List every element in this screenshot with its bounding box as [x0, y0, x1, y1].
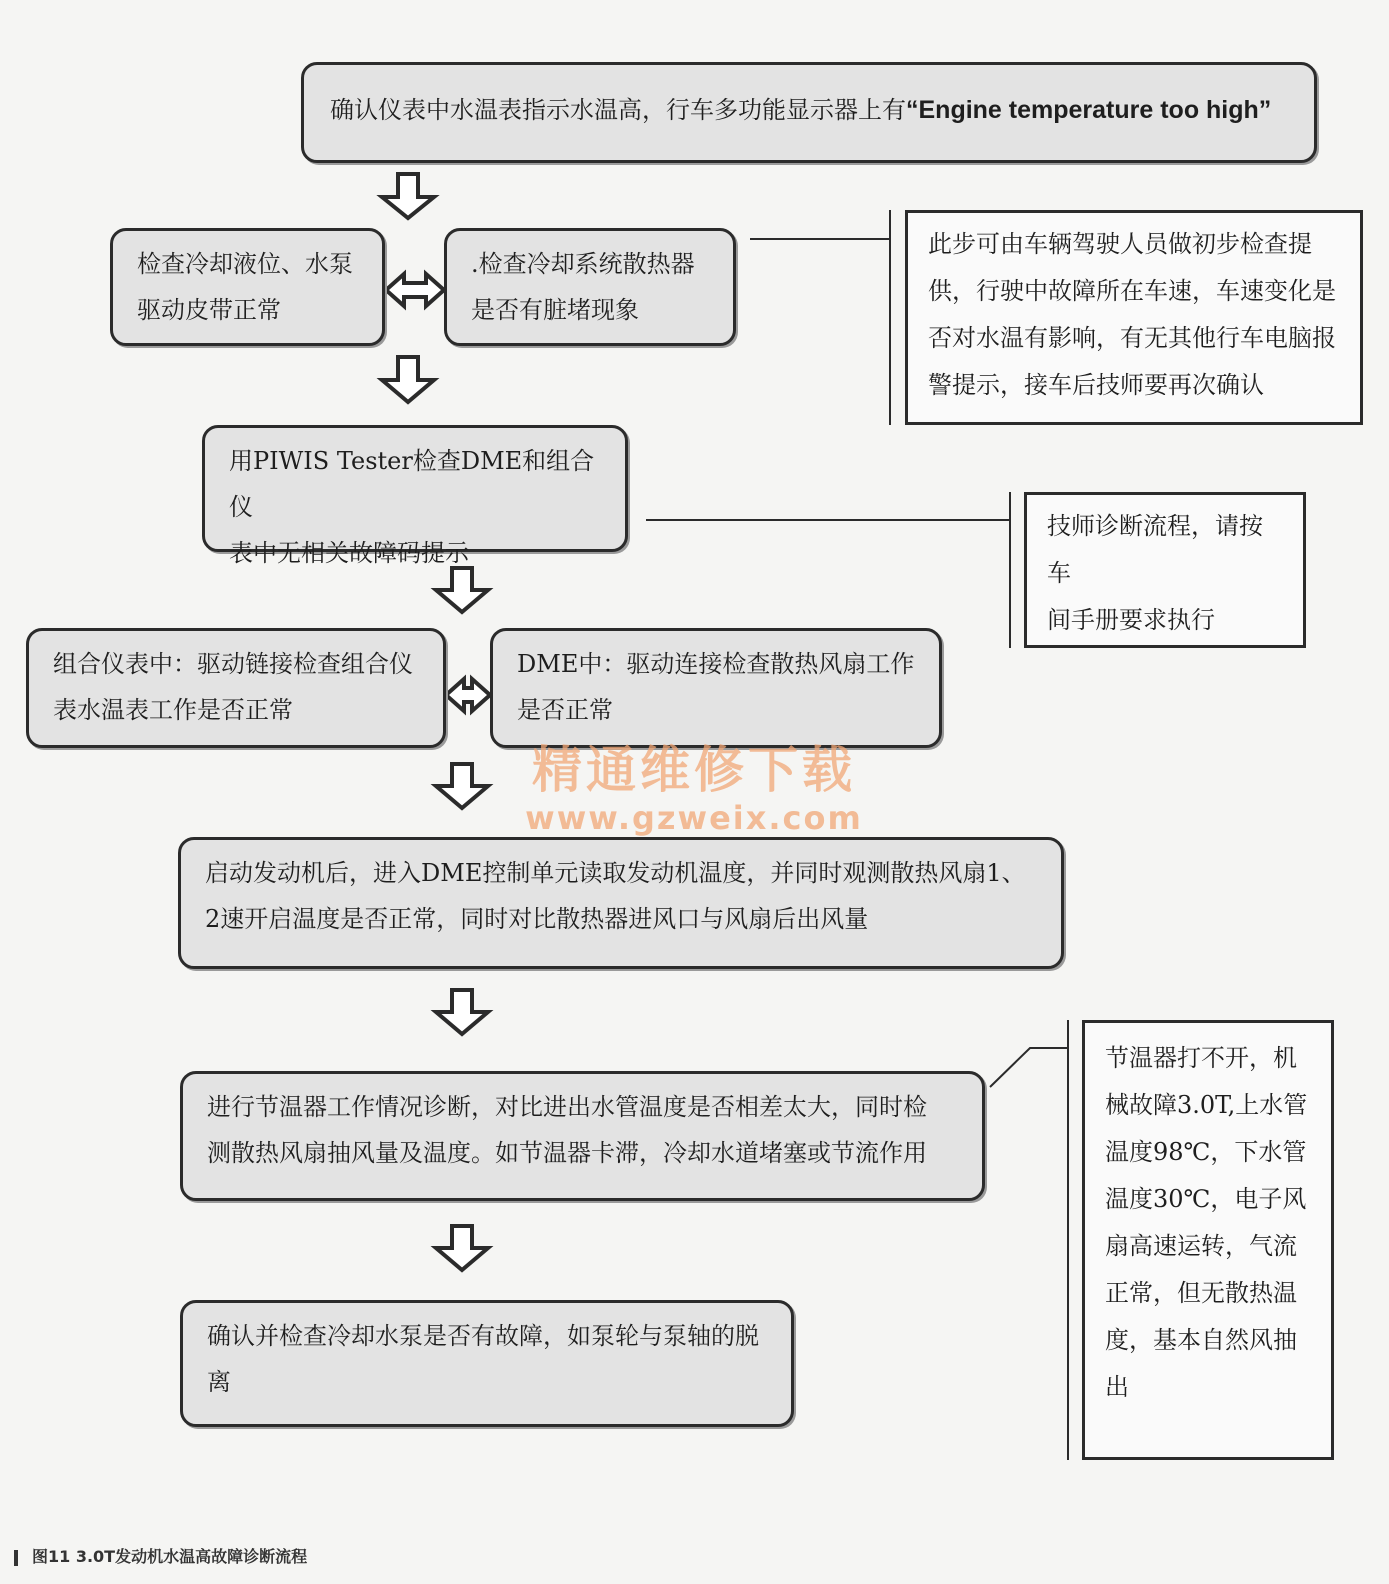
note-thermostat-line8: 出 — [1105, 1373, 1129, 1401]
step-water-pump-line2: 离 — [207, 1368, 231, 1396]
note-thermostat-line4: 温度30℃，电子风 — [1105, 1185, 1307, 1213]
note-driver-line3: 否对水温有影响，有无其他行车电脑报 — [928, 324, 1336, 352]
double-arrow-2 — [446, 679, 490, 711]
step-engine-temp-line1: 启动发动机后，进入DME控制单元读取发动机温度，并同时观测散热风扇1、 — [205, 859, 1026, 887]
note-technician-line1: 技师诊断流程，请按车 — [1047, 512, 1263, 587]
step-piwis-line2: 表中无相关故障码提示 — [229, 539, 469, 567]
note-thermostat-line7: 度，基本自然风抽 — [1105, 1326, 1297, 1354]
watermark — [514, 740, 874, 836]
step-cluster-line2: 表水温表工作是否正常 — [53, 696, 293, 724]
step-water-pump-line1: 确认并检查冷却水泵是否有故障，如泵轮与泵轴的脱 — [207, 1322, 759, 1350]
step-check-coolant — [110, 228, 385, 346]
note-technician-line2: 间手册要求执行 — [1047, 606, 1215, 634]
step-confirm-quote: “Engine temperature too high” — [906, 96, 1272, 124]
step-thermostat-line2: 测散热风扇抽风量及温度。如节温器卡滞，冷却水道堵塞或节流作用 — [207, 1139, 927, 1167]
down-arrow-4 — [436, 764, 488, 808]
step-piwis-tester — [202, 425, 628, 567]
note-thermostat-line1: 节温器打不开，机 — [1105, 1044, 1297, 1072]
note-thermostat-fault — [1082, 1020, 1334, 1460]
watermark-title: 精通维修下载 — [532, 741, 856, 799]
note-thermostat-line3: 温度98℃，下水管 — [1105, 1138, 1307, 1166]
step-thermostat-diagnosis — [180, 1071, 985, 1201]
step-cluster-line1: 组合仪表中：驱动链接检查组合仪 — [53, 650, 413, 678]
caption-bar — [14, 1550, 18, 1566]
note-driver-check — [905, 210, 1363, 425]
step-piwis-line1: 用PIWIS Tester检查DME和组合仪 — [229, 447, 595, 521]
step-thermostat-line1: 进行节温器工作情况诊断，对比进出水管温度是否相差太大，同时检 — [207, 1093, 927, 1121]
step-engine-temperature — [178, 837, 1064, 969]
note-driver-line4: 警提示，接车后技师要再次确认 — [928, 371, 1264, 399]
step-check-coolant-line2: 驱动皮带正常 — [137, 296, 281, 324]
step-dme-fan-check — [490, 628, 942, 748]
note-connector-3 — [990, 1048, 1068, 1087]
step-check-radiator-line2: 是否有脏堵现象 — [471, 296, 639, 324]
note-thermostat-line5: 扇高速运转，气流 — [1105, 1232, 1297, 1260]
down-arrow-5 — [436, 990, 488, 1034]
step-cluster-check — [26, 628, 446, 748]
step-dme-fan-line2: 是否正常 — [517, 696, 613, 724]
step-confirm-text: 确认仪表中水温表指示水温高，行车多功能显示器上有 — [330, 96, 906, 124]
step-check-radiator — [444, 228, 736, 346]
note-thermostat-line2: 械故障3.0T,上水管 — [1105, 1091, 1308, 1119]
note-driver-line1: 此步可由车辆驾驶人员做初步检查提 — [928, 230, 1312, 258]
step-check-radiator-line1: .检查冷却系统散热器 — [471, 250, 695, 278]
double-arrow-1 — [386, 274, 444, 306]
watermark-url: www.gzweix.com — [525, 799, 863, 837]
down-arrow-2 — [382, 357, 434, 402]
down-arrow-1 — [382, 174, 434, 218]
note-driver-line2: 供，行驶中故障所在车速，车速变化是 — [928, 277, 1336, 305]
note-technician — [1024, 492, 1306, 648]
figure-caption — [14, 1544, 307, 1567]
caption-text: 图11 3.0T发动机水温高故障诊断流程 — [32, 1547, 308, 1566]
step-water-pump-check — [180, 1300, 794, 1427]
down-arrow-6 — [436, 1226, 488, 1270]
note-thermostat-line6: 正常，但无散热温 — [1105, 1279, 1297, 1307]
step-check-coolant-line1: 检查冷却液位、水泵 — [137, 250, 353, 278]
step-engine-temp-line2: 2速开启温度是否正常，同时对比散热器进风口与风扇后出风量 — [205, 905, 869, 933]
step-dme-fan-line1: DME中：驱动连接检查散热风扇工作 — [517, 650, 915, 678]
step-confirm-temperature — [301, 62, 1317, 163]
